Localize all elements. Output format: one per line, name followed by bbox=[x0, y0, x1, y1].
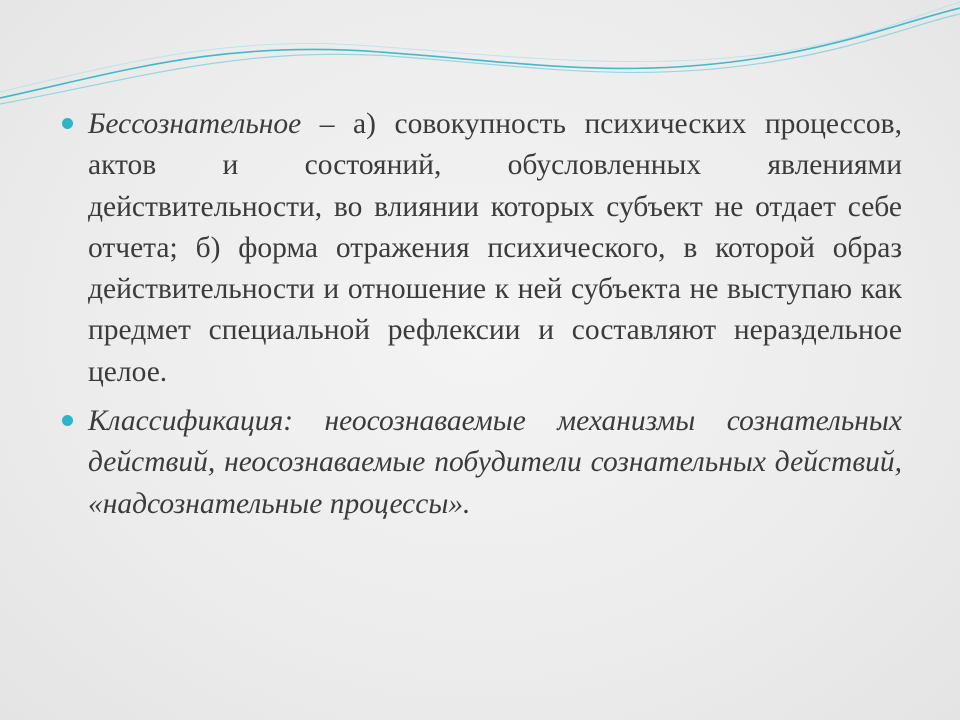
bullet-dot-icon bbox=[62, 118, 73, 129]
wave-line-2 bbox=[0, 14, 960, 104]
term-classification: Классификация: bbox=[88, 405, 294, 438]
bullet-item-classification bbox=[60, 401, 902, 525]
bullet-list bbox=[60, 104, 902, 533]
bullet-item-definition bbox=[60, 104, 902, 393]
classification-text: неосознаваемые механизмы сознательных действий, неосознаваемые побудители сознательных действий, «надсознательные процессы». bbox=[88, 405, 902, 520]
term-unconscious: Бессознательное bbox=[88, 108, 302, 140]
definition-paragraph bbox=[88, 104, 902, 393]
bullet-dot-icon bbox=[62, 415, 73, 426]
definition-text: – а) совокупность психических процессов, актов и состояний, обусловленных явлениями действительности, во влиянии которых субъект не отдает себе отчета; б) форма отражения психического, в которой образ действительности и отношение к ней субъекта не выступаю как предмет специальной рефлексии и составляют нераздельное целое. bbox=[88, 108, 902, 388]
classification-paragraph bbox=[88, 401, 902, 525]
